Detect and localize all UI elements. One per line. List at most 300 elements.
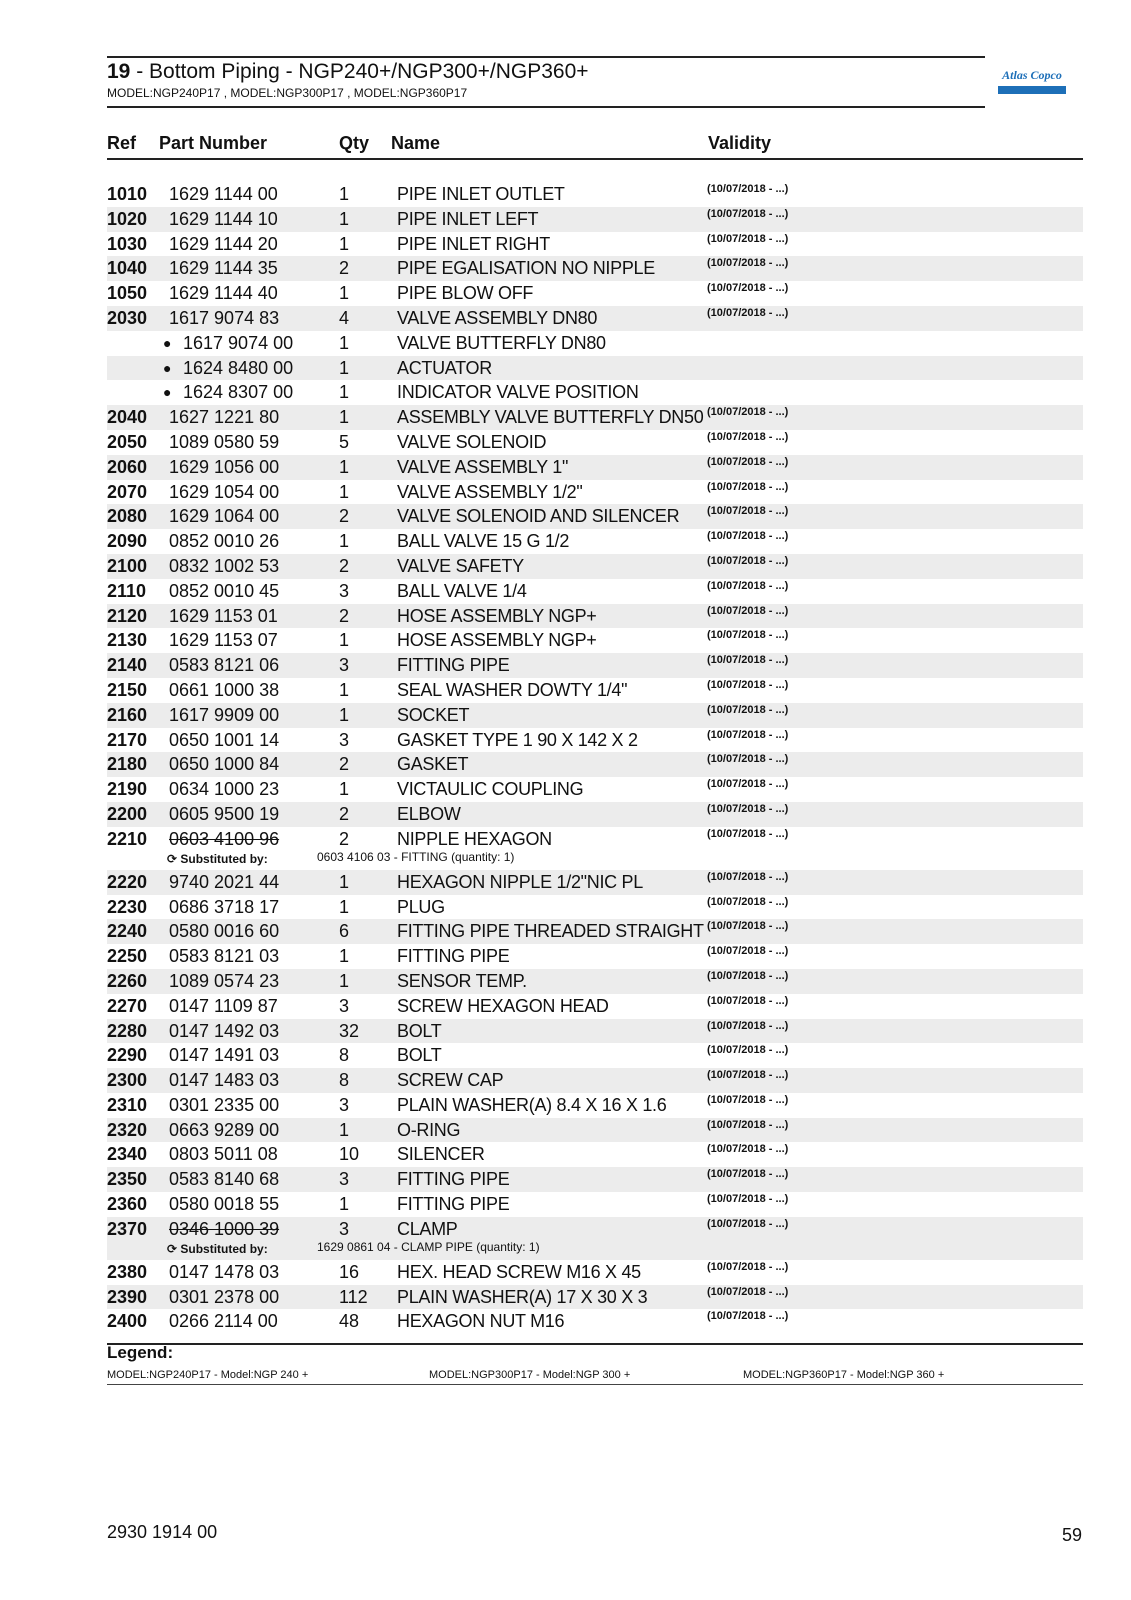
validity-cell: (10/07/2018 - ...) (707, 1168, 789, 1181)
part-number-cell: 0301 2335 00 (169, 1094, 280, 1115)
ref-cell: 2290 (107, 1045, 148, 1066)
ref-cell: 2160 (107, 704, 148, 725)
ref-cell: 2320 (107, 1119, 148, 1140)
name-cell: ASSEMBLY VALVE BUTTERFLY DN50 (397, 407, 704, 428)
part-number-cell: 1617 9074 00 (183, 332, 294, 353)
validity-cell: (10/07/2018 - ...) (707, 728, 789, 741)
part-number-cell: 0580 0016 60 (169, 921, 280, 942)
part-number-cell: 0346 1000 39 (169, 1218, 280, 1239)
qty-cell: 3 (339, 1218, 350, 1239)
ref-cell: 1020 (107, 208, 148, 229)
ref-cell: 2190 (107, 779, 148, 800)
part-number-cell: 1629 1056 00 (169, 456, 280, 477)
section-title: - Bottom Piping - NGP240+/NGP300+/NGP360+ (130, 60, 589, 83)
table-row (107, 554, 1083, 579)
ref-cell: 2200 (107, 803, 148, 824)
table-row (107, 1260, 1083, 1285)
ref-cell: 2400 (107, 1311, 148, 1332)
ref-cell: 2180 (107, 754, 148, 775)
name-cell: BALL VALVE 15 G 1/2 (397, 531, 570, 552)
name-cell: SCREW CAP (397, 1070, 504, 1091)
qty-cell: 112 (339, 1286, 368, 1307)
table-row (107, 1285, 1083, 1310)
part-number-cell: 1629 1144 00 (169, 184, 278, 204)
qty-cell: 3 (339, 655, 350, 676)
table-row (107, 1068, 1083, 1093)
validity-cell: (10/07/2018 - ...) (707, 232, 789, 245)
name-cell: FITTING PIPE THREADED STRAIGHT (397, 921, 704, 942)
table-row (107, 331, 1083, 356)
validity-cell: (10/07/2018 - ...) (707, 480, 789, 493)
ref-cell: 2210 (107, 828, 148, 849)
validity-cell: (10/07/2018 - ...) (707, 257, 789, 270)
validity-cell: (10/07/2018 - ...) (707, 920, 789, 933)
document-number: 2930 1914 00 (107, 1522, 218, 1542)
name-cell: FITTING PIPE (397, 1169, 510, 1190)
validity-cell: (10/07/2018 - ...) (707, 1069, 789, 1082)
part-number-cell: 1629 1144 35 (169, 258, 278, 279)
table-row (107, 281, 1083, 306)
validity-cell: (10/07/2018 - ...) (707, 703, 789, 716)
legend-divider-bottom (107, 1384, 1083, 1385)
validity-cell: (10/07/2018 - ...) (707, 678, 789, 691)
validity-cell: (10/07/2018 - ...) (707, 994, 789, 1007)
ref-cell: 2170 (107, 729, 148, 750)
qty-cell: 2 (339, 754, 350, 775)
table-row (107, 919, 1083, 944)
part-number-cell: 0147 1492 03 (169, 1020, 280, 1041)
refresh-icon: ⟳ (167, 1241, 181, 1256)
part-number-cell: 1629 1153 07 (169, 630, 278, 651)
legend-item: MODEL:NGP300P17 - Model:NGP 300 + (429, 1369, 631, 1381)
ref-cell: 2350 (107, 1169, 148, 1190)
ref-cell: 2370 (107, 1218, 148, 1239)
qty-cell: 10 (339, 1144, 360, 1165)
part-number-cell: 1629 1144 40 (169, 283, 278, 304)
qty-cell: 1 (339, 208, 350, 229)
part-number-cell: 0686 3718 17 (169, 896, 280, 917)
part-number-cell: 1629 1054 00 (169, 481, 280, 502)
name-cell: HOSE ASSEMBLY NGP+ (397, 630, 597, 651)
validity-cell: (10/07/2018 - ...) (707, 1044, 789, 1057)
validity-cell: (10/07/2018 - ...) (707, 969, 789, 982)
column-header-part-number: Part Number (159, 133, 268, 153)
legend-divider-top (107, 1343, 1083, 1345)
name-cell: GASKET (397, 754, 469, 775)
validity-cell: (10/07/2018 - ...) (707, 554, 789, 567)
name-cell: BALL VALVE 1/4 (397, 580, 527, 601)
name-cell: PLAIN WASHER(A) 8.4 X 16 X 1.6 (397, 1094, 667, 1115)
name-cell: SENSOR TEMP. (397, 970, 527, 991)
name-cell: SOCKET (397, 704, 470, 725)
name-cell: SILENCER (397, 1144, 485, 1165)
table-row (107, 777, 1083, 802)
name-cell: VICTAULIC COUPLING (397, 779, 584, 800)
qty-cell: 1 (339, 1119, 350, 1140)
name-cell: FITTING PIPE (397, 1194, 510, 1215)
name-cell: PIPE INLET OUTLET (397, 184, 565, 204)
validity-cell: (10/07/2018 - ...) (707, 455, 789, 468)
qty-cell: 48 (339, 1311, 360, 1332)
ref-cell: 1050 (107, 283, 148, 304)
table-row (107, 207, 1083, 232)
substituted-by-label (167, 1242, 268, 1256)
table-row (107, 895, 1083, 920)
table-row (107, 232, 1083, 257)
validity-cell: (10/07/2018 - ...) (707, 1310, 789, 1323)
part-number-cell: 0803 5011 08 (169, 1144, 278, 1165)
sub-item-bullet-icon: ● (163, 384, 172, 401)
qty-cell: 1 (339, 946, 350, 967)
table-row (107, 1043, 1083, 1068)
qty-cell: 2 (339, 506, 350, 527)
qty-cell: 5 (339, 431, 350, 452)
table-row (107, 356, 1083, 381)
substituted-by-label (167, 852, 268, 866)
table-row (107, 678, 1083, 703)
column-header-ref: Ref (107, 133, 137, 153)
validity-cell: (10/07/2018 - ...) (707, 629, 789, 642)
validity-cell: (10/07/2018 - ...) (707, 430, 789, 443)
part-number-cell: 1629 1064 00 (169, 506, 280, 527)
refresh-icon: ⟳ (167, 851, 181, 866)
table-row (107, 994, 1083, 1019)
table-row (107, 455, 1083, 480)
name-cell: PLUG (397, 896, 445, 917)
name-cell: VALVE SOLENOID (397, 431, 547, 452)
part-number-cell: 1624 8307 00 (183, 382, 294, 403)
part-number-cell: 0583 8121 06 (169, 655, 280, 676)
name-cell: HOSE ASSEMBLY NGP+ (397, 605, 597, 626)
qty-cell: 3 (339, 1169, 350, 1190)
table-row (107, 1167, 1083, 1192)
qty-cell: 1 (339, 704, 350, 725)
sub-item-bullet-icon: ● (163, 334, 172, 351)
ref-cell: 2060 (107, 456, 148, 477)
part-number-cell: 1089 0574 23 (169, 970, 280, 991)
substituted-by-text: Substituted by: (180, 1241, 268, 1256)
ref-cell: 2280 (107, 1020, 148, 1041)
qty-cell: 1 (339, 871, 350, 892)
part-number-cell: 0634 1000 23 (169, 779, 280, 800)
substitution-note (107, 849, 1083, 870)
name-cell: SCREW HEXAGON HEAD (397, 995, 609, 1016)
qty-cell: 4 (339, 307, 350, 328)
part-number-cell: 0301 2378 00 (169, 1286, 280, 1307)
part-number-cell: 1624 8480 00 (183, 357, 294, 378)
validity-cell: (10/07/2018 - ...) (707, 945, 789, 958)
table-row (107, 480, 1083, 505)
table-row (107, 628, 1083, 653)
name-cell: GASKET TYPE 1 90 X 142 X 2 (397, 729, 638, 750)
section-number: 19 (107, 60, 131, 83)
table-row (107, 1019, 1083, 1044)
qty-cell: 2 (339, 258, 350, 279)
name-cell: HEX. HEAD SCREW M16 X 45 (397, 1261, 641, 1282)
legend-item: MODEL:NGP240P17 - Model:NGP 240 + (107, 1369, 309, 1381)
table-row (107, 944, 1083, 969)
name-cell: VALVE BUTTERFLY DN80 (397, 332, 606, 353)
qty-cell: 8 (339, 1045, 350, 1066)
ref-cell: 2230 (107, 896, 148, 917)
qty-cell: 1 (339, 357, 350, 378)
part-number-cell: 1629 1144 20 (169, 233, 278, 254)
name-cell: CLAMP (397, 1218, 458, 1239)
validity-cell: (10/07/2018 - ...) (707, 604, 789, 617)
validity-cell: (10/07/2018 - ...) (707, 1193, 789, 1206)
qty-cell: 3 (339, 1094, 350, 1115)
qty-cell: 1 (339, 970, 350, 991)
qty-cell: 1 (339, 481, 350, 502)
table-row (107, 1192, 1083, 1217)
qty-cell: 2 (339, 828, 350, 849)
part-number-cell: 1617 9074 83 (169, 307, 280, 328)
ref-cell: 2250 (107, 946, 148, 967)
name-cell: VALVE SAFETY (397, 555, 524, 576)
part-number-cell: 0583 8121 03 (169, 946, 280, 967)
validity-cell: (10/07/2018 - ...) (707, 895, 789, 908)
qty-cell: 1 (339, 407, 350, 428)
qty-cell: 8 (339, 1070, 350, 1091)
part-number-cell: 0661 1000 38 (169, 679, 280, 700)
ref-cell: 2070 (107, 481, 148, 502)
validity-cell: (10/07/2018 - ...) (707, 207, 789, 220)
part-number-cell: 0147 1491 03 (169, 1045, 280, 1066)
ref-cell: 2050 (107, 431, 148, 452)
qty-cell: 32 (339, 1020, 360, 1041)
table-row (107, 1142, 1083, 1167)
qty-cell: 16 (339, 1261, 360, 1282)
part-number-cell: 0650 1000 84 (169, 754, 280, 775)
name-cell: ELBOW (397, 803, 461, 824)
page-number: 59 (1061, 1525, 1082, 1545)
ref-cell: 2240 (107, 921, 148, 942)
validity-cell: (10/07/2018 - ...) (707, 183, 789, 195)
table-row (107, 653, 1083, 678)
part-number-cell: 0580 0018 55 (169, 1194, 280, 1215)
validity-cell: (10/07/2018 - ...) (707, 1019, 789, 1032)
name-cell: VALVE SOLENOID AND SILENCER (397, 506, 680, 527)
name-cell: BOLT (397, 1020, 442, 1041)
logo-bar (998, 86, 1066, 94)
ref-cell: 2300 (107, 1070, 148, 1091)
part-number-cell: 0832 1002 53 (169, 555, 280, 576)
table-row (107, 1093, 1083, 1118)
name-cell: ACTUATOR (397, 357, 492, 378)
qty-cell: 1 (339, 184, 350, 204)
qty-cell: 2 (339, 605, 350, 626)
validity-cell: (10/07/2018 - ...) (707, 306, 789, 319)
validity-cell: (10/07/2018 - ...) (707, 753, 789, 766)
logo-text: Atlas Copco (1002, 68, 1062, 82)
validity-cell: (10/07/2018 - ...) (707, 1143, 789, 1156)
validity-cell: (10/07/2018 - ...) (707, 827, 789, 840)
name-cell: SEAL WASHER DOWTY 1/4" (397, 679, 628, 700)
part-number-cell: 1627 1221 80 (169, 407, 280, 428)
name-cell: VALVE ASSEMBLY 1/2" (397, 481, 583, 502)
table-row (107, 1118, 1083, 1143)
validity-cell: (10/07/2018 - ...) (707, 1260, 789, 1273)
page-title (107, 60, 589, 84)
ref-cell: 2380 (107, 1261, 148, 1282)
substitution-detail: 0603 4106 03 - FITTING (quantity: 1) (317, 849, 515, 864)
ref-cell: 1040 (107, 258, 148, 279)
qty-cell: 1 (339, 679, 350, 700)
validity-cell: (10/07/2018 - ...) (707, 530, 789, 543)
table-row (107, 529, 1083, 554)
part-number-cell: 1629 1153 01 (169, 605, 278, 626)
name-cell: PIPE BLOW OFF (397, 283, 534, 304)
part-number-cell: 0147 1483 03 (169, 1070, 280, 1091)
ref-cell: 2270 (107, 995, 148, 1016)
ref-cell: 2340 (107, 1144, 148, 1165)
table-row (107, 802, 1083, 827)
ref-cell: 2140 (107, 655, 148, 676)
validity-cell: (10/07/2018 - ...) (707, 1217, 789, 1230)
qty-cell: 3 (339, 729, 350, 750)
table-row (107, 703, 1083, 728)
column-header-name: Name (391, 133, 441, 153)
table-row (107, 604, 1083, 629)
validity-cell: (10/07/2018 - ...) (707, 1118, 789, 1131)
name-cell: VALVE ASSEMBLY 1" (397, 456, 569, 477)
legend-item: MODEL:NGP360P17 - Model:NGP 360 + (743, 1369, 945, 1381)
legend-title: Legend: (107, 1343, 174, 1362)
part-number-cell: 0603 4100 96 (169, 828, 280, 849)
qty-cell: 1 (339, 332, 350, 353)
qty-cell: 1 (339, 283, 350, 304)
table-row (107, 182, 1083, 207)
table-row (107, 405, 1083, 430)
qty-cell: 6 (339, 921, 350, 942)
part-number-cell: 0266 2114 00 (169, 1311, 278, 1332)
ref-cell: 2090 (107, 531, 148, 552)
name-cell: PIPE INLET RIGHT (397, 233, 550, 254)
part-number-cell: 1089 0580 59 (169, 431, 280, 452)
qty-cell: 3 (339, 580, 350, 601)
parts-table (107, 182, 1083, 1334)
validity-cell: (10/07/2018 - ...) (707, 505, 789, 518)
ref-cell: 2390 (107, 1286, 148, 1307)
qty-cell: 1 (339, 896, 350, 917)
name-cell: FITTING PIPE (397, 655, 510, 676)
validity-cell: (10/07/2018 - ...) (707, 1093, 789, 1106)
substitution-note (107, 1239, 1083, 1260)
qty-cell: 1 (339, 531, 350, 552)
ref-cell: 2310 (107, 1094, 148, 1115)
table-row (107, 430, 1083, 455)
name-cell: PIPE EGALISATION NO NIPPLE (397, 258, 655, 279)
table-row (107, 504, 1083, 529)
column-header-qty: Qty (339, 133, 370, 153)
part-number-cell: 1629 1144 10 (169, 208, 278, 229)
table-row (107, 380, 1083, 405)
qty-cell: 1 (339, 456, 350, 477)
ref-cell: 2040 (107, 407, 148, 428)
part-number-cell: 0583 8140 68 (169, 1169, 280, 1190)
validity-cell: (10/07/2018 - ...) (707, 870, 789, 883)
validity-cell: (10/07/2018 - ...) (707, 654, 789, 667)
ref-cell: 2100 (107, 555, 148, 576)
part-number-cell: 0147 1478 03 (169, 1261, 280, 1282)
name-cell: FITTING PIPE (397, 946, 510, 967)
qty-cell: 1 (339, 779, 350, 800)
ref-cell: 2150 (107, 679, 148, 700)
validity-cell: (10/07/2018 - ...) (707, 1285, 789, 1298)
name-cell: HEXAGON NUT M16 (397, 1311, 565, 1332)
ref-cell: 1030 (107, 233, 148, 254)
name-cell: PIPE INLET LEFT (397, 208, 539, 229)
table-row (107, 827, 1083, 870)
page-header (107, 56, 985, 108)
part-number-cell: 0650 1001 14 (169, 729, 280, 750)
column-header-validity: Validity (708, 133, 772, 153)
ref-cell: 2260 (107, 970, 148, 991)
name-cell: PLAIN WASHER(A) 17 X 30 X 3 (397, 1286, 648, 1307)
table-row (107, 306, 1083, 331)
table-row (107, 870, 1083, 895)
qty-cell: 2 (339, 803, 350, 824)
table-row (107, 752, 1083, 777)
ref-cell: 2030 (107, 307, 148, 328)
part-number-cell: 0852 0010 45 (169, 580, 280, 601)
name-cell: VALVE ASSEMBLY DN80 (397, 307, 598, 328)
validity-cell: (10/07/2018 - ...) (707, 778, 789, 791)
ref-cell: 1010 (107, 184, 148, 204)
ref-cell: 2110 (107, 580, 147, 601)
brand-logo (998, 66, 1066, 96)
substituted-by-text: Substituted by: (180, 851, 268, 866)
name-cell: HEXAGON NIPPLE 1/2"NIC PL (397, 871, 643, 892)
table-row (107, 1309, 1083, 1334)
ref-cell: 2220 (107, 871, 148, 892)
table-row (107, 256, 1083, 281)
validity-cell: (10/07/2018 - ...) (707, 579, 789, 592)
qty-cell: 1 (339, 630, 350, 651)
ref-cell: 2130 (107, 630, 148, 651)
name-cell: INDICATOR VALVE POSITION (397, 382, 639, 403)
table-row (107, 969, 1083, 994)
substitution-detail: 1629 0861 04 - CLAMP PIPE (quantity: 1) (317, 1239, 540, 1254)
part-number-cell: 9740 2021 44 (169, 871, 280, 892)
validity-cell: (10/07/2018 - ...) (707, 802, 789, 815)
validity-cell: (10/07/2018 - ...) (707, 406, 789, 419)
sub-item-bullet-icon: ● (163, 359, 172, 376)
name-cell: NIPPLE HEXAGON (397, 828, 552, 849)
part-number-cell: 0852 0010 26 (169, 531, 280, 552)
validity-cell: (10/07/2018 - ...) (707, 282, 789, 295)
qty-cell: 3 (339, 995, 350, 1016)
part-number-cell: 0663 9289 00 (169, 1119, 280, 1140)
qty-cell: 1 (339, 233, 350, 254)
ref-cell: 2360 (107, 1194, 148, 1215)
ref-cell: 2080 (107, 506, 148, 527)
table-row (107, 728, 1083, 753)
ref-cell: 2120 (107, 605, 148, 626)
qty-cell: 1 (339, 382, 350, 403)
qty-cell: 1 (339, 1194, 350, 1215)
table-row (107, 1217, 1083, 1260)
part-number-cell: 1617 9909 00 (169, 704, 280, 725)
header-divider (107, 158, 1083, 160)
part-number-cell: 0605 9500 19 (169, 803, 280, 824)
model-subtitle: MODEL:NGP240P17 , MODEL:NGP300P17 , MODEL:NGP360P17 (107, 86, 468, 100)
name-cell: BOLT (397, 1045, 442, 1066)
qty-cell: 2 (339, 555, 350, 576)
part-number-cell: 0147 1109 87 (169, 995, 278, 1016)
table-row (107, 579, 1083, 604)
name-cell: O-RING (397, 1119, 461, 1140)
